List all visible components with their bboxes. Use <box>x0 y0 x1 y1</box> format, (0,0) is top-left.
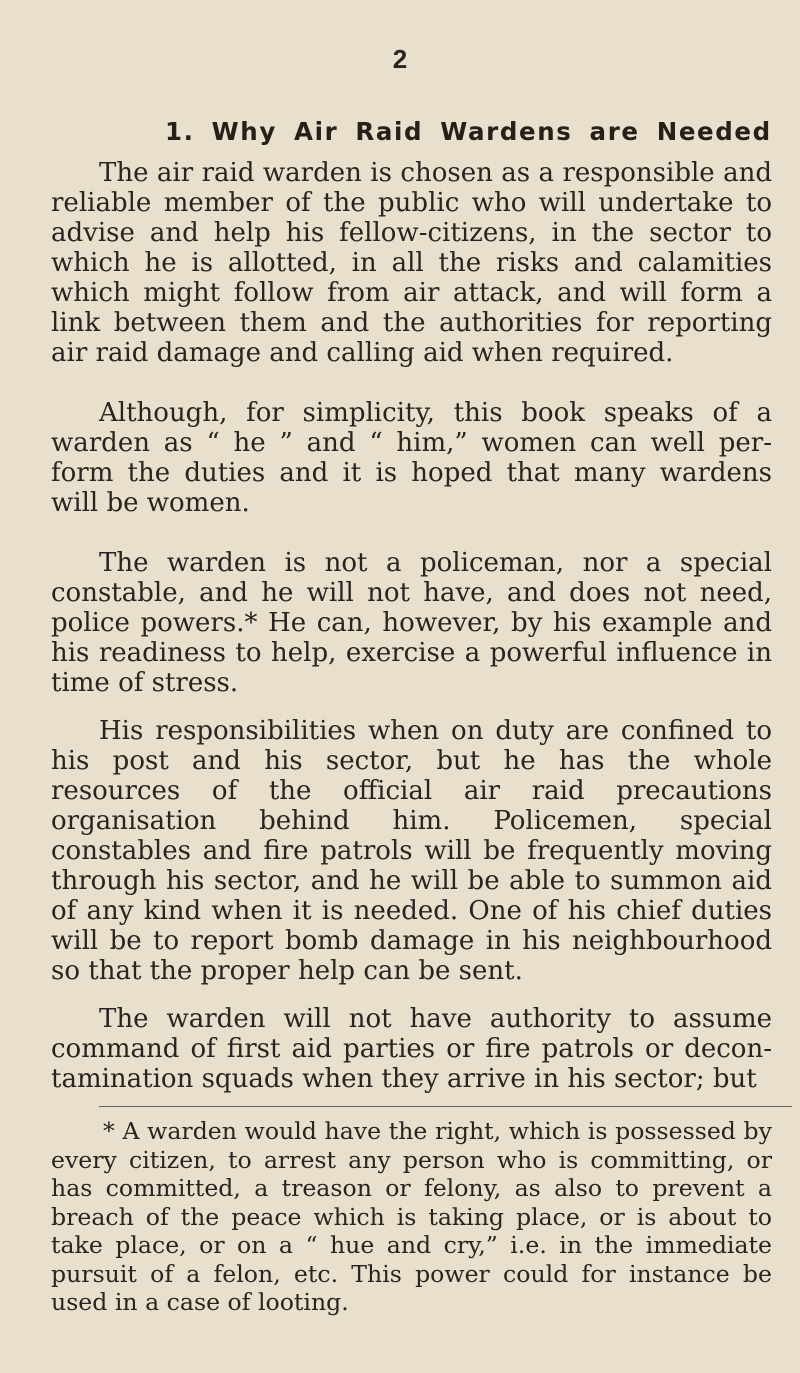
paragraph-3: The warden is not a policeman, nor a special constable, and he will not have, and does not need, police powers.* He can, however, by his example and his readiness to help, exercise a powerful influence in time of stress. <box>51 548 772 698</box>
paragraph-2: Although, for simplicity, this book speaks of a warden as “ he ” and “ him,” women can well per-form the duties and it is hoped that many wardens will be women. <box>51 398 772 518</box>
paragraph-1: The air raid warden is chosen as a responsible and reliable member of the public who will undertake to advise and help his fellow-citizens, in the sector to which he is allotted, in all the risks and calamities which might follow from air attack, and will form a link between them and the authorities for reporting air raid damage and calling aid when required. <box>51 158 772 368</box>
page-number: 2 <box>392 44 408 74</box>
section-heading: 1. Why Air Raid Wardens are Needed <box>165 117 772 146</box>
paragraph-5: The warden will not have authority to assume command of first aid parties or fire patrols or decon-tamination squads when they arrive in his sector; but <box>51 1004 772 1094</box>
paragraph-4: His responsibilities when on duty are confined to his post and his sector, but he has the whole resources of the official air raid precautions organisation behind him. Policemen, special constables and fire patrols will be frequently moving through his sector, and he will be able to summon aid of any kind when it is needed. One of his chief duties will be to report bomb damage in his neighbourhood so that the proper help can be sent. <box>51 716 772 986</box>
body-text <box>51 158 772 1094</box>
footnote: * A warden would have the right, which is possessed by every citizen, to arrest any person who is committing, or has committed, a treason or felony, as also to prevent a breach of the peace which is taking place, or is about to take place, or on a “ hue and cry,” i.e. in the immediate pursuit of a felon, etc. This power could for instance be used in a case of looting. <box>51 1117 772 1316</box>
footnote-divider <box>99 1106 792 1107</box>
